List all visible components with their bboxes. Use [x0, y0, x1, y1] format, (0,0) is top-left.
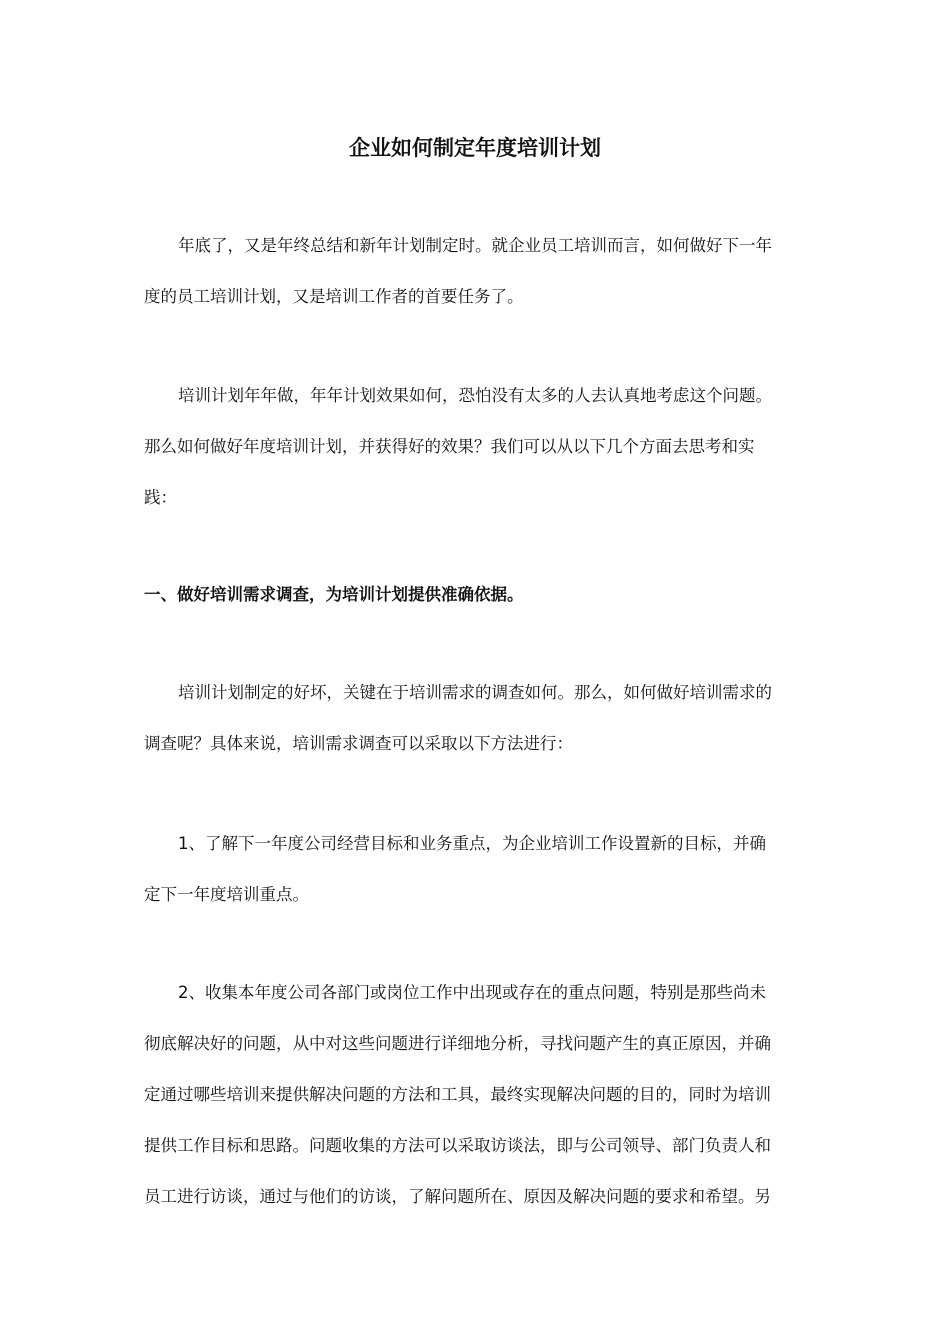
paragraph-line: 调查呢？具体来说，培训需求调查可以采取以下方法进行： [144, 734, 573, 753]
paragraph-line: 1、了解下一年度公司经营目标和业务重点，为企业培训工作设置新的目标，并确 [178, 834, 766, 853]
paragraph-survey [144, 667, 810, 769]
document-title: 企业如何制定年度培训计划 [349, 136, 601, 160]
paragraph-line: 培训计划年年做，年年计划效果如何，恐怕没有太多的人去认真地考虑这个问题。 [178, 386, 772, 405]
paragraph-line: 彻底解决好的问题，从中对这些问题进行详细地分析，寻找问题产生的真正原因，并确 [144, 1034, 771, 1053]
paragraph-line: 定下一年度培训重点。 [144, 885, 309, 904]
paragraph-line: 那么如何做好年度培训计划，并获得好的效果？我们可以从以下几个方面去思考和实 [144, 437, 755, 456]
paragraph-line: 践： [144, 488, 177, 507]
paragraph-line: 提供工作目标和思路。问题收集的方法可以采取访谈法，即与公司领导、部门负责人和 [144, 1136, 771, 1155]
paragraph-item-2 [144, 967, 810, 1222]
section-heading: 一、做好培训需求调查，为培训计划提供准确依据。 [144, 585, 524, 604]
paragraph-line: 定通过哪些培训来提供解决问题的方法和工具，最终实现解决问题的目的，同时为培训 [144, 1085, 771, 1104]
paragraph-line: 员工进行访谈，通过与他们的访谈，了解问题所在、原因及解决问题的要求和希望。另 [144, 1187, 771, 1206]
paragraph-intro [144, 220, 810, 322]
paragraph-line: 度的员工培训计划，又是培训工作者的首要任务了。 [144, 287, 524, 306]
paragraph-item-1 [144, 818, 810, 920]
paragraph-line: 年底了，又是年终总结和新年计划制定时。就企业员工培训而言，如何做好下一年 [178, 236, 772, 255]
paragraph-question [144, 370, 810, 523]
paragraph-line: 培训计划制定的好坏，关键在于培训需求的调查如何。那么，如何做好培训需求的 [178, 683, 772, 702]
paragraph-line: 2、收集本年度公司各部门或岗位工作中出现或存在的重点问题，特别是那些尚未 [178, 983, 766, 1002]
